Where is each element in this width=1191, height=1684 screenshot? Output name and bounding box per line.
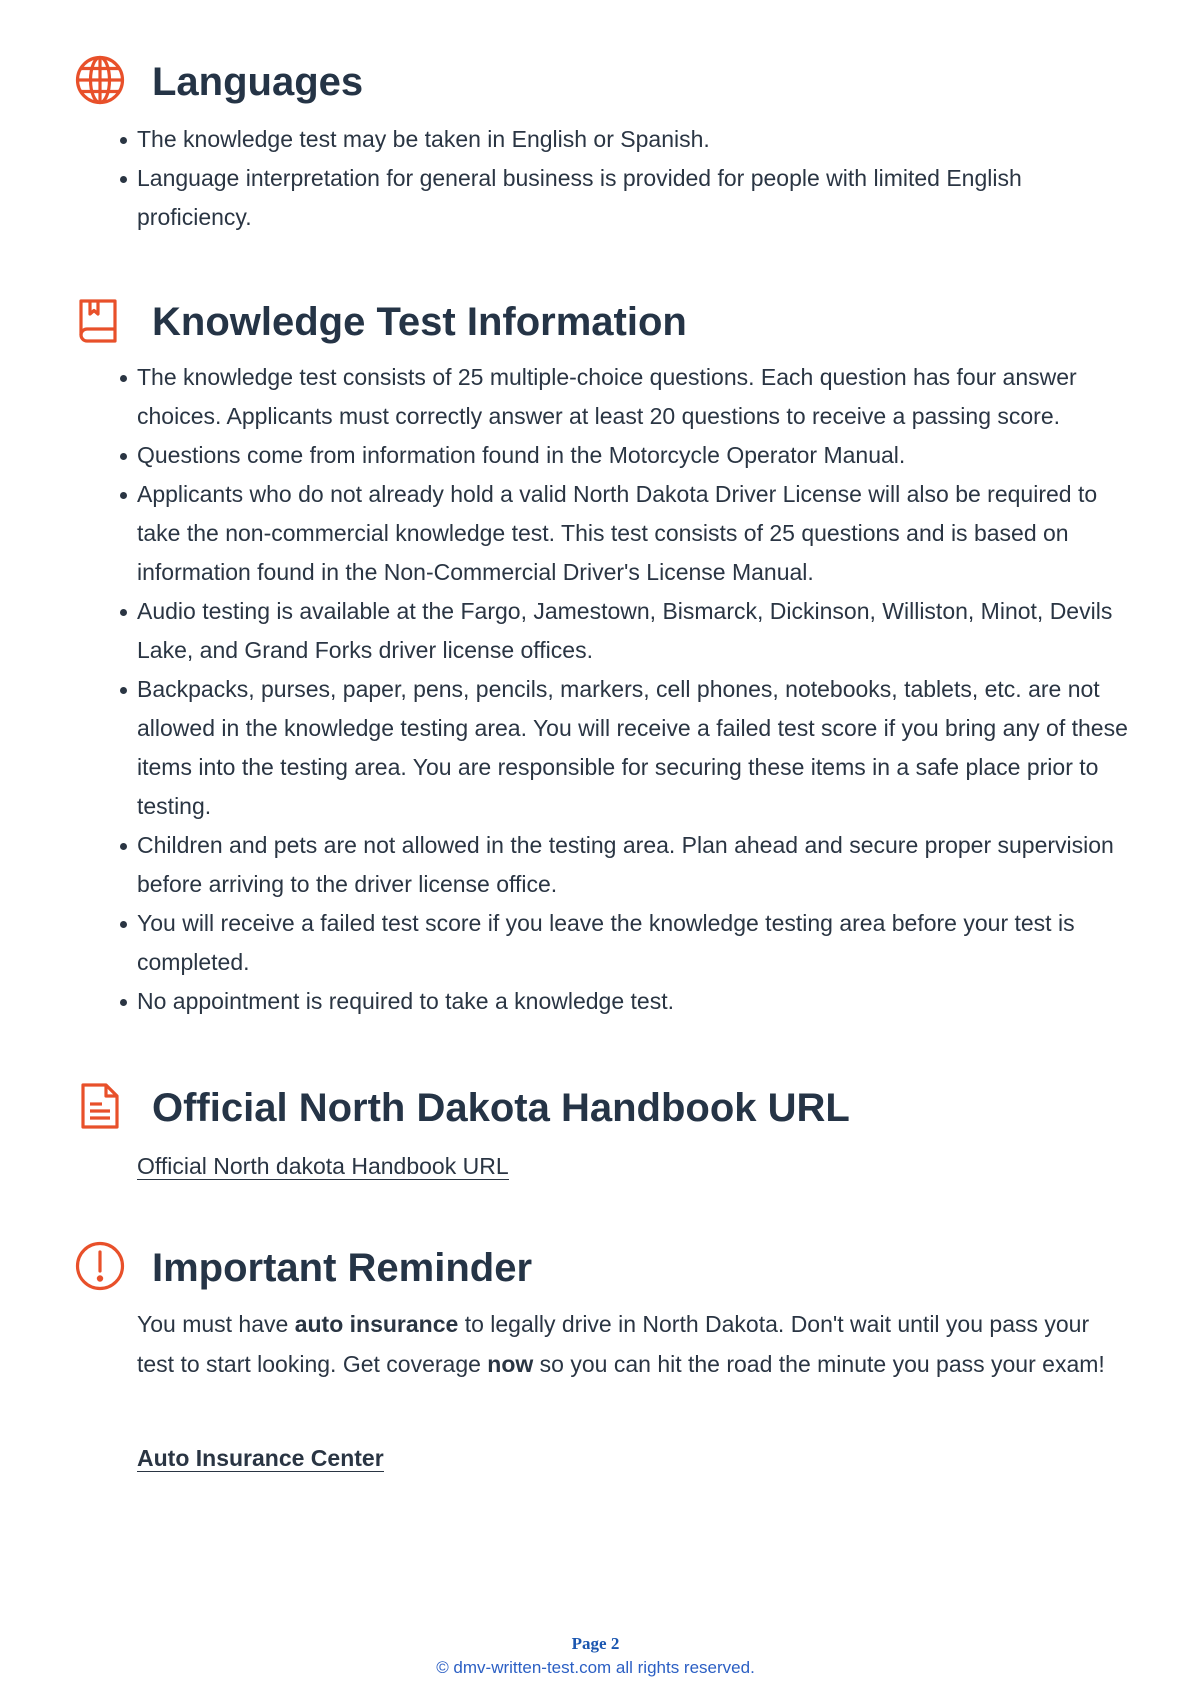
- reminder-title: Important Reminder: [152, 1246, 533, 1290]
- reminder-section: [0, 1240, 1191, 1471]
- list-item: The knowledge test consists of 25 multiple-choice questions. Each question has four answer choices. Applicants must correctly answer at least 20 questions to receive a passing score.: [137, 358, 1137, 436]
- reminder-bold-now: now: [487, 1351, 534, 1377]
- knowledge-test-header: [0, 294, 1191, 350]
- handbook-header: [0, 1080, 1191, 1136]
- languages-list: [137, 120, 1137, 237]
- auto-insurance-link[interactable]: Auto Insurance Center: [137, 1445, 384, 1471]
- document-icon: [80, 1082, 132, 1134]
- list-item: Applicants who do not already hold a valid North Dakota Driver License will also be required to take the non-commercial knowledge test. This test consists of 25 questions and is based on information found in the Non-Commercial Driver's License Manual.: [137, 475, 1137, 592]
- knowledge-test-title: Knowledge Test Information: [152, 300, 687, 344]
- reminder-text: [137, 1304, 1127, 1384]
- insurance-link-paragraph: [137, 1438, 1127, 1478]
- list-item: Language interpretation for general business is provided for people with limited English proficiency.: [137, 159, 1137, 237]
- list-item: Children and pets are not allowed in the testing area. Plan ahead and secure proper supervision before arriving to the driver license office.: [137, 826, 1137, 904]
- handbook-title: Official North Dakota Handbook URL: [152, 1086, 850, 1130]
- page-number: Page 2: [571, 1634, 620, 1653]
- list-item: Questions come from information found in the Motorcycle Operator Manual.: [137, 436, 1137, 475]
- list-item: You will receive a failed test score if you leave the knowledge testing area before your test is completed.: [137, 904, 1137, 982]
- reminder-text-part: so you can hit the road the minute you pass your exam!: [533, 1351, 1105, 1377]
- languages-section: [0, 54, 1191, 230]
- handbook-link-paragraph: [137, 1146, 1127, 1186]
- knowledge-test-list: [137, 358, 1137, 1021]
- reminder-text-part: You must have: [137, 1311, 295, 1337]
- list-item: No appointment is required to take a knowledge test.: [137, 982, 1137, 1021]
- languages-header: [0, 54, 1191, 110]
- list-item: The knowledge test may be taken in English or Spanish.: [137, 120, 1137, 159]
- list-item: Audio testing is available at the Fargo, Jamestown, Bismarck, Dickinson, Williston, Minot, Devils Lake, and Grand Forks driver license offices.: [137, 592, 1137, 670]
- reminder-header: [0, 1240, 1191, 1296]
- reminder-bold-insurance: auto insurance: [294, 1311, 459, 1337]
- list-item: Backpacks, purses, paper, pens, pencils, markers, cell phones, notebooks, tablets, etc. are not allowed in the knowledge testing area. You will receive a failed test score if you bring any of these items into the testing area. You are responsible for securing these items in a safe place prior to testing.: [137, 670, 1137, 826]
- handbook-section: [0, 1080, 1191, 1179]
- handbook-link[interactable]: Official North dakota Handbook URL: [137, 1153, 509, 1179]
- book-icon: [78, 298, 130, 350]
- reminder-text-part: to legally drive in North Dakota. Don't wait until you pass your test to start looking. Get coverage: [137, 1311, 1090, 1377]
- knowledge-test-section: [0, 294, 1191, 1014]
- alert-circle-icon: [74, 1240, 126, 1292]
- copyright-text: © dmv-written-test.com all rights reserved.: [436, 1658, 755, 1677]
- globe-icon: [74, 54, 126, 106]
- languages-title: Languages: [152, 60, 364, 104]
